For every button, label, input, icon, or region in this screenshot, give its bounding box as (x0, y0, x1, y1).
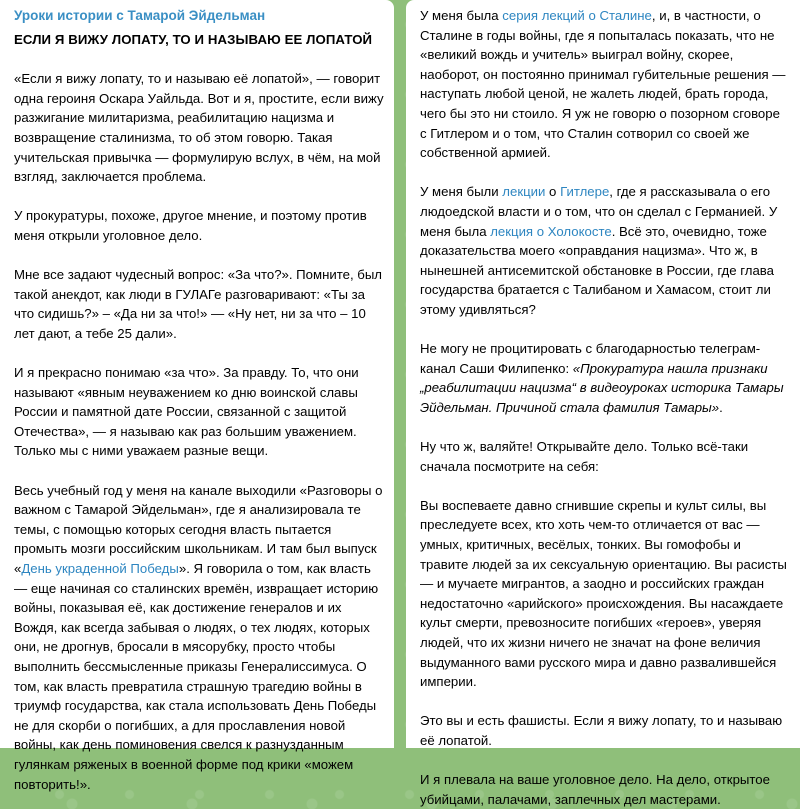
link-stolen-victory-day[interactable]: День украденной Победы (21, 561, 179, 577)
message-bubble-right (406, 0, 800, 807)
paragraph-5-text-b: ». Я говорила о том, как власть — еще начиная со сталинских времён, извращает историю войны, показывая её, как достижение генералов и их Вождя, как всегда забывая о людях, о тех людях, которых они, не дрогнув, бросали в мясорубку, просто чтобы выполнить бессмысленные приказы Генералиссимуса. О том, как власть превратила страшную трагедию войны в триумф государства, как стала использовать День Победы не для скорби о погибших, а для прославления новой войны, как день поминовения свелся к разнузданным гулянкам ряженых в военной форме под крики «можем повторить!». (14, 561, 379, 792)
paragraph-7-text-b: о (545, 184, 561, 200)
quoted-text: «Прокуратура нашла признаки „реабилитации нацизма“ в видеоуроках историка Тамары Эйдельман. Причиной стала фамилия Тамары» (420, 360, 784, 415)
paragraph-8-text-b: . (719, 399, 723, 415)
message-bubble-left (0, 0, 394, 792)
paragraph-6-text-a: У меня была (420, 8, 503, 23)
paragraph-7-text-d: . Всё это, очевидно, тоже доказательства моего «оправдания нацизма». Что ж, в нынешней антисемитской обстановке в России, где глава государства братается с Талибаном и Хамасом, стоит ли этому удивляться? (420, 223, 774, 317)
paragraph-7-text-a: У меня были (420, 184, 503, 200)
paragraph-1: «Если я вижу лопату, то и называю её лопатой», — говорит одна героиня Оскара Уайльда. Вот и я, простите, если вижу разжигание милитаризма, реабилитацию нацизма и возвращение сталинизма, то об этом говорю. Такая учительская привычка — формулирую вслух, в чём, на мой взгляд, заключается проблема. (14, 71, 384, 185)
post-headline: ЕСЛИ Я ВИЖУ ЛОПАТУ, ТО И НАЗЫВАЮ ЕЕ ЛОПАТОЙ (14, 31, 373, 47)
paragraph-5-text-a: Весь учебный год у меня на канале выходили «Разговоры о важном с Тамарой Эйдельман», где я анализировала те темы, с помощью которых сегодня власть пытается промыть мозги российским школьникам. И там был выпуск « (14, 482, 383, 577)
link-hitler[interactable]: Гитлере (560, 184, 610, 200)
link-holocaust-lecture[interactable]: лекция о Холокосте (490, 223, 612, 239)
paragraph-7 (420, 182, 788, 319)
paragraph-11: Это вы и есть фашисты. Если я вижу лопату, то и называю её лопатой. (420, 713, 783, 748)
paragraph-8-text-a: Не могу не процитировать с благодарностью телеграм-канал Саши Филипенко: (420, 341, 761, 376)
paragraph-4: И я прекрасно понимаю «за что». За правду. То, что они называют «явным неуважением ко дню воинской славы России и памятной дате России, связанной с защитой Отечества», — я называю как раз большим уважением. Только мы с ними уважаем разные вещи. (14, 365, 359, 459)
channel-name[interactable]: Уроки истории с Тамарой Эйдельман (14, 8, 266, 23)
paragraph-6-text-b: , и, в частности, о Сталине в годы войны, где я попыталась показать, что не «великий вождь и учитель» выиграл войну, скорее, наоборот, он постоянно принимал губительные решения — наступать любой ценой, не жалеть людей, брать города, чего бы это ни стоило. Я уж не говорю о позорном сговоре с Гитлером и о том, что Сталин сотворил со своей же собственной армией. (420, 8, 786, 161)
paragraph-5 (14, 481, 384, 795)
paragraph-6 (420, 6, 788, 163)
link-lectures[interactable]: лекции (502, 184, 546, 200)
paragraph-2: У прокуратуры, похоже, другое мнение, и поэтому против меня открыли уголовное дело. (14, 208, 367, 243)
paragraph-8 (420, 339, 788, 417)
paragraph-12: И я плевала на ваше уголовное дело. На дело, открытое убийцами, палачами, заплечных дел мастерами. (420, 772, 770, 807)
link-stalin-lectures[interactable]: серия лекций о Сталине (502, 8, 652, 23)
paragraph-9: Ну что ж, валяйте! Открывайте дело. Только всё-таки сначала посмотрите на себя: (420, 439, 749, 474)
paragraph-10: Вы воспеваете давно сгнившие скрепы и культ силы, вы преследуете всех, кто хоть чем-то отличается от вас — умных, критичных, весёлых, тонких. Вы гомофобы и травите людей за их сексуальную ориентацию. Вы расисты — и мучаете мигрантов, а заодно и российских граждан недостаточно «арийского» происхождения. Вы насаждаете культ смерти, превозносите погибших «героев», уверяя людей, что их жизни ничего не значат на фоне величия выдуманного вами русского мира и давно развалившейся империи. (420, 497, 787, 690)
paragraph-7-text-c: , где я рассказывала о его людоедской власти и о том, что он сделал с Германией. У меня была (420, 184, 778, 239)
paragraph-3: Мне все задают чудесный вопрос: «За что?». Помните, был такой анекдот, как люди в ГУЛАГе разговаривают: «Ты за что сидишь?» – «Да ни за что!» — «Ну нет, ни за что – 10 лет дают, а тебе 25 дали». (14, 267, 382, 341)
